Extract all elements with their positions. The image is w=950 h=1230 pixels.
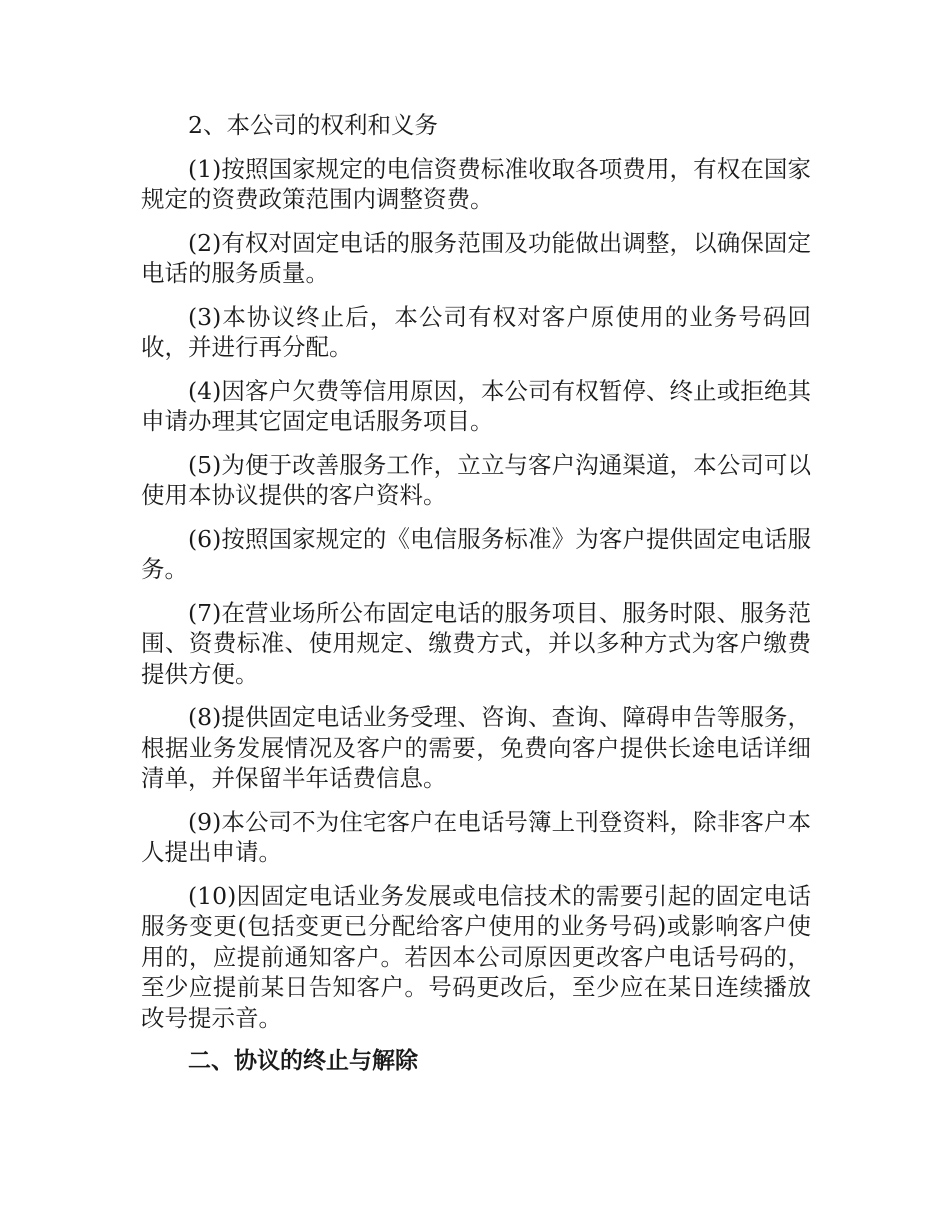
clause-6: (6)按照国家规定的《电信服务标准》为客户提供固定电话服务。 (141, 524, 811, 583)
clause-10: (10)因固定电话业务发展或电信技术的需要引起的固定电话服务变更(包括变更已分配给客户使用的业务号码)或影响客户使用的，应提前通知客户。若因本公司原因更改客户电话号码的，至少应提前某日告知客户。号码更改后，至少应在某日连续播放改号提示音。 (141, 881, 811, 1032)
clause-7: (7)在营业场所公布固定电话的服务项目、服务时限、服务范围、资费标准、使用规定、缴费方式，并以多种方式为客户缴费提供方便。 (141, 598, 811, 688)
clause-8: (8)提供固定电话业务受理、咨询、查询、障碍申告等服务，根据业务发展情况及客户的需要，免费向客户提供长途电话详细清单，并保留半年话费信息。 (141, 703, 811, 792)
clause-5: (5)为便于改善服务工作，立立与客户沟通渠道，本公司可以使用本协议提供的客户资料。 (141, 450, 811, 509)
clause-3: (3)本协议终止后，本公司有权对客户原使用的业务号码回收，并进行再分配。 (141, 302, 811, 361)
subheading-company-rights: 2、本公司的权利和义务 (188, 111, 438, 139)
document-body (141, 110, 811, 1077)
clause-9: (9)本公司不为住宅客户在电话号簿上刊登资料，除非客户本人提出申请。 (141, 807, 811, 866)
clause-4: (4)因客户欠费等信用原因，本公司有权暂停、终止或拒绝其申请办理其它固定电话服务项目。 (141, 376, 811, 435)
clause-2: (2)有权对固定电话的服务范围及功能做出调整，以确保固定电话的服务质量。 (141, 228, 811, 287)
clause-1: (1)按照国家规定的电信资费标准收取各项费用，有权在国家规定的资费政策范围内调整资费。 (141, 154, 811, 213)
section-title-termination: 二、协议的终止与解除 (188, 1048, 418, 1074)
